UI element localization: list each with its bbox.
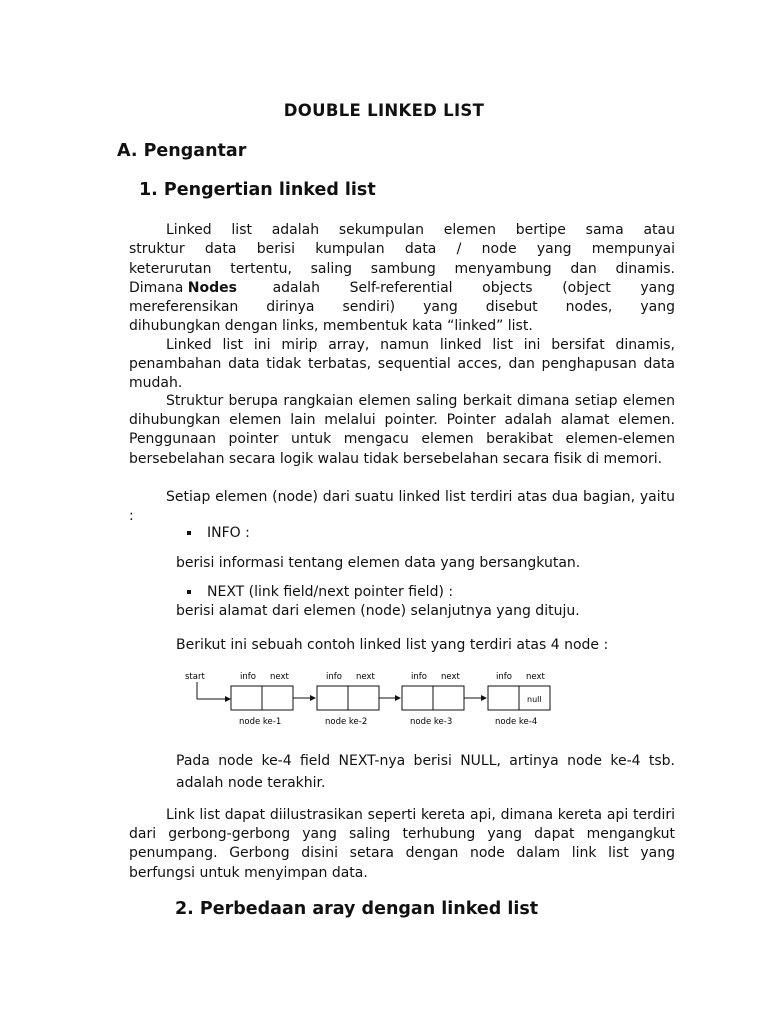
node-1-next-cell — [262, 686, 293, 710]
para1-line-5: mereferensikan dirinya sendiri) yang disebut nodes, yang — [129, 299, 675, 315]
node-4-caption: node ke-4 — [495, 717, 538, 727]
document-title: DOUBLE LINKED LIST — [283, 101, 485, 120]
node-2-caption: node ke-2 — [325, 717, 368, 727]
paragraph-structure-pointer: Struktur berupa rangkaian elemen saling berkait dimana setiap elemen dihubungkan elemen lain melalui pointer. Pointer adalah alamat elemen. Penggunaan pointer untuk mengacu elemen berakibat elemen-elemen bersebelahan secara logik walau tidak bersebelahan secara fisik di memori. — [129, 393, 675, 467]
node-1 — [231, 672, 293, 727]
next-description: berisi alamat dari elemen (node) selanjutnya yang dituju. — [176, 603, 580, 619]
node-1-next-label: next — [270, 672, 289, 682]
node-1-caption: node ke-1 — [239, 717, 282, 727]
info-description: berisi informasi tentang elemen data yang bersangkutan. — [176, 555, 581, 571]
para1-nodes-bold: Nodes — [187, 280, 237, 296]
linked-list-diagram — [175, 665, 565, 735]
bullet-info-label: INFO : — [207, 525, 250, 541]
node-4-null-value: null — [527, 695, 542, 704]
para1-line-1: Linked list adalah sekumpulan elemen bertipe sama atau — [166, 222, 675, 238]
paragraph-linked-list-array: Linked list ini mirip array, namun linked list ini bersifat dinamis, penambahan data tidak terbatas, sequential acces, dan penghapusan data mudah. — [129, 337, 675, 392]
subsection-heading-2: 2. Perbedaan aray dengan linked list — [175, 899, 539, 919]
subsection-heading-1: 1. Pengertian linked list — [139, 180, 376, 200]
node-4-info-label: info — [496, 672, 512, 682]
node-3 — [402, 672, 464, 727]
bullet-info — [207, 524, 250, 543]
paragraph-node-parts: Setiap elemen (node) dari suatu linked list terdiri atas dua bagian, yaitu : — [129, 489, 675, 525]
para1-line-2: struktur data berisi kumpulan data / node yang mempunyai — [129, 241, 675, 257]
diagram-start-label: start — [185, 672, 205, 682]
bullet-next — [207, 583, 453, 602]
bullet-next-label: NEXT (link field/next pointer field) : — [207, 584, 454, 600]
para1-dimana: Dimana — [129, 280, 188, 296]
node-4-next-label: next — [526, 672, 545, 682]
node-2 — [317, 672, 379, 727]
null-note: Pada node ke-4 field NEXT-nya berisi NULL, artinya node ke-4 tsb. adalah node terakhir. — [176, 753, 675, 791]
node-1-info-cell — [231, 686, 262, 710]
paragraph-train-analogy: Link list dapat diilustrasikan seperti kereta api, dimana kereta api terdiri dari gerbong-gerbong yang saling terhubung yang dapat mengangkut penumpang. Gerbong disini setara dengan node dalam link list yang berfungsi untuk menyimpan data. — [129, 807, 675, 881]
node-2-next-label: next — [356, 672, 375, 682]
node-4-info-cell — [488, 686, 519, 710]
node-3-next-label: next — [441, 672, 460, 682]
section-heading-a: A. Pengantar — [117, 141, 247, 161]
node-4 — [488, 672, 550, 727]
node-2-info-cell — [317, 686, 348, 710]
node-3-next-cell — [433, 686, 464, 710]
node-3-info-cell — [402, 686, 433, 710]
bullet-square-icon — [187, 531, 191, 535]
node-2-next-cell — [348, 686, 379, 710]
node-1-info-label: info — [240, 672, 256, 682]
node-3-info-label: info — [411, 672, 427, 682]
para1-line-3: keterurutan tertentu, saling sambung menyambung dan dinamis. — [129, 261, 675, 277]
node-2-info-label: info — [326, 672, 342, 682]
bullet-square-icon — [187, 590, 191, 594]
example-intro: Berikut ini sebuah contoh linked list yang terdiri atas 4 node : — [176, 637, 609, 653]
para1-rest: adalah Self-referential objects (object yang — [242, 280, 676, 296]
para1-line-4 — [129, 279, 675, 298]
node-3-caption: node ke-3 — [410, 717, 453, 727]
para1-line-6: dihubungkan dengan links, membentuk kata “linked” list. — [129, 318, 533, 334]
